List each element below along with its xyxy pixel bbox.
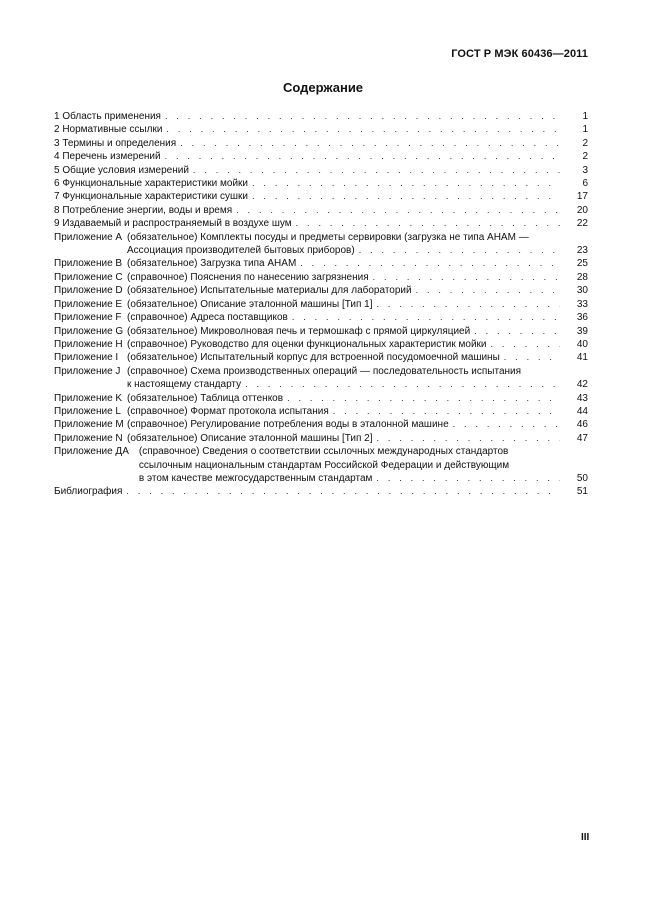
toc-appendix-entry[interactable] bbox=[54, 365, 588, 392]
toc-entry-text: 1 Область применения bbox=[54, 111, 161, 122]
toc-entry-page: 36 bbox=[576, 312, 588, 324]
toc-entry[interactable] bbox=[54, 190, 588, 203]
toc-entry-page: 28 bbox=[576, 271, 588, 283]
toc-appendix-entry[interactable] bbox=[54, 271, 588, 284]
toc-appendix-entry[interactable] bbox=[54, 284, 588, 297]
appendix-title: (справочное) Схема производственных операций — последовательность испытания bbox=[127, 365, 522, 377]
toc-entry-page: 41 bbox=[576, 352, 588, 364]
appendix-title: (обязательное) Комплекты посуды и предметы сервировки (загрузка не типа АНАМ — bbox=[127, 231, 529, 243]
appendix-title: (обязательное) Таблица оттенков bbox=[127, 392, 284, 404]
toc-entry-text: 7 Функциональные характеристики сушки bbox=[54, 191, 249, 203]
toc-entry-text: 4 Перечень измерений bbox=[54, 151, 161, 163]
appendix-label: Приложение С bbox=[54, 271, 123, 283]
toc-entry-page: 40 bbox=[576, 338, 588, 350]
toc-entry-page: 42 bbox=[576, 379, 588, 391]
appendix-label: Приложение А bbox=[54, 231, 123, 243]
toc-entry-text: Библиография bbox=[54, 486, 123, 498]
appendix-label: Приложение ДА bbox=[54, 446, 129, 458]
appendix-title: (обязательное) Микроволновая печь и термошкаф с прямой циркуляцией bbox=[127, 325, 471, 337]
appendix-title: (справочное) Регулирование потребления воды в эталонной машине bbox=[127, 419, 449, 431]
toc-entry-page: 2 bbox=[582, 137, 588, 149]
appendix-title: (обязательное) Испытательный корпус для встроенной посудомоечной машины bbox=[127, 352, 500, 364]
toc-appendix-entry[interactable] bbox=[54, 432, 588, 445]
appendix-title: (обязательное) Испытательные материалы для лабораторий bbox=[127, 285, 412, 297]
page-title: Содержание bbox=[282, 80, 364, 95]
toc-entry-text: 8 Потребление энергии, воды и время bbox=[54, 204, 233, 216]
toc-entry-page: 51 bbox=[576, 486, 588, 498]
appendix-title-continuation: в этом качестве межгосударственным стандартам bbox=[138, 472, 373, 484]
toc-entry[interactable] bbox=[54, 123, 588, 136]
toc-entry-page: 44 bbox=[576, 405, 588, 417]
appendix-title: (справочное) Пояснения по нанесению загрязнения bbox=[127, 271, 369, 283]
toc-entry-page: 20 bbox=[576, 204, 588, 216]
appendix-title: (справочное) Сведения о соответствии ссылочных международных стандартов bbox=[138, 446, 509, 458]
appendix-label: Приложение J bbox=[54, 365, 121, 377]
appendix-title: (справочное) Адреса поставщиков bbox=[127, 312, 288, 324]
appendix-label: Приложение М bbox=[54, 419, 124, 431]
toc-entry-page: 23 bbox=[576, 245, 588, 257]
toc-entry-page: 50 bbox=[576, 472, 588, 484]
toc-entry[interactable] bbox=[54, 150, 588, 163]
toc-appendix-entry[interactable] bbox=[54, 445, 588, 485]
toc-entry[interactable] bbox=[54, 217, 588, 230]
toc-entry-page: 1 bbox=[582, 124, 588, 136]
appendix-title-continuation: к настоящему стандарту bbox=[127, 379, 242, 391]
toc-entry[interactable] bbox=[54, 177, 588, 190]
toc-appendix-entry[interactable] bbox=[54, 231, 588, 258]
toc-appendix-entry[interactable] bbox=[54, 418, 588, 431]
appendix-title: (справочное) Формат протокола испытания bbox=[127, 405, 329, 417]
appendix-label: Приложение L bbox=[54, 405, 121, 417]
toc-entry-page: 46 bbox=[576, 419, 588, 431]
toc-entry-page: 1 bbox=[582, 111, 588, 122]
toc-entry-page: 47 bbox=[576, 432, 588, 444]
standard-designation: ГОСТ Р МЭК 60436—2011 bbox=[451, 48, 588, 60]
toc-entry[interactable] bbox=[54, 110, 588, 123]
toc-entry-text: 6 Функциональные характеристики мойки bbox=[54, 178, 249, 190]
toc-entry-page: 39 bbox=[576, 325, 588, 337]
toc-appendix-entry[interactable] bbox=[54, 257, 588, 270]
toc-entry-page: 33 bbox=[576, 298, 588, 310]
toc-entry-page: 3 bbox=[582, 164, 588, 176]
appendix-title: (обязательное) Описание эталонной машины [Тип 1] bbox=[127, 298, 373, 310]
appendix-label: Приложение K bbox=[54, 392, 123, 404]
appendix-label: Приложение Н bbox=[54, 338, 123, 350]
appendix-label: Приложение Е bbox=[54, 298, 123, 310]
appendix-label: Приложение D bbox=[54, 285, 123, 297]
toc-appendix-entry[interactable] bbox=[54, 405, 588, 418]
toc-entry-text: 5 Общие условия измерений bbox=[54, 164, 189, 176]
table-of-contents bbox=[54, 110, 588, 499]
toc-entry[interactable] bbox=[54, 164, 588, 177]
toc-entry-page: 25 bbox=[576, 258, 588, 270]
toc-entry[interactable] bbox=[54, 137, 588, 150]
appendix-label: Приложение G bbox=[54, 325, 124, 337]
appendix-title-continuation: Ассоциация производителей бытовых приборов) bbox=[127, 245, 355, 257]
toc-entry-page: 22 bbox=[576, 218, 588, 230]
appendix-title-continuation: ссылочным национальным стандартам Российской Федерации и действующим bbox=[138, 459, 510, 471]
appendix-title: (обязательное) Описание эталонной машины [Тип 2] bbox=[127, 432, 373, 444]
toc-entry-text: 9 Издаваемый и распространяемый в воздухе шум bbox=[54, 218, 292, 230]
toc-entry-page: 17 bbox=[576, 191, 588, 203]
toc-entry-text: 3 Термины и определения bbox=[54, 137, 177, 149]
appendix-label: Приложение В bbox=[54, 258, 123, 270]
toc-entry-page: 43 bbox=[576, 392, 588, 404]
toc-appendix-entry[interactable] bbox=[54, 298, 588, 311]
appendix-label: Приложение F bbox=[54, 312, 122, 324]
appendix-label: Приложение I bbox=[54, 352, 119, 364]
appendix-title: (обязательное) Загрузка типа АНАМ bbox=[127, 258, 297, 270]
toc-appendix-entry[interactable] bbox=[54, 338, 588, 351]
appendix-title: (справочное) Руководство для оценки функциональных характеристик мойки bbox=[127, 338, 487, 350]
toc-entry-text: 2 Нормативные ссылки bbox=[54, 124, 163, 136]
toc-entry-page: 30 bbox=[576, 285, 588, 297]
toc-entry-bibliography[interactable] bbox=[54, 485, 588, 498]
toc-appendix-entry[interactable] bbox=[54, 325, 588, 338]
toc-entry[interactable] bbox=[54, 204, 588, 217]
page-number: III bbox=[581, 832, 590, 843]
toc-appendix-entry[interactable] bbox=[54, 392, 588, 405]
toc-entry-page: 2 bbox=[582, 151, 588, 163]
toc-entry-page: 6 bbox=[582, 178, 588, 190]
appendix-label: Приложение N bbox=[54, 432, 123, 444]
toc-appendix-entry[interactable] bbox=[54, 351, 588, 364]
toc-appendix-entry[interactable] bbox=[54, 311, 588, 324]
